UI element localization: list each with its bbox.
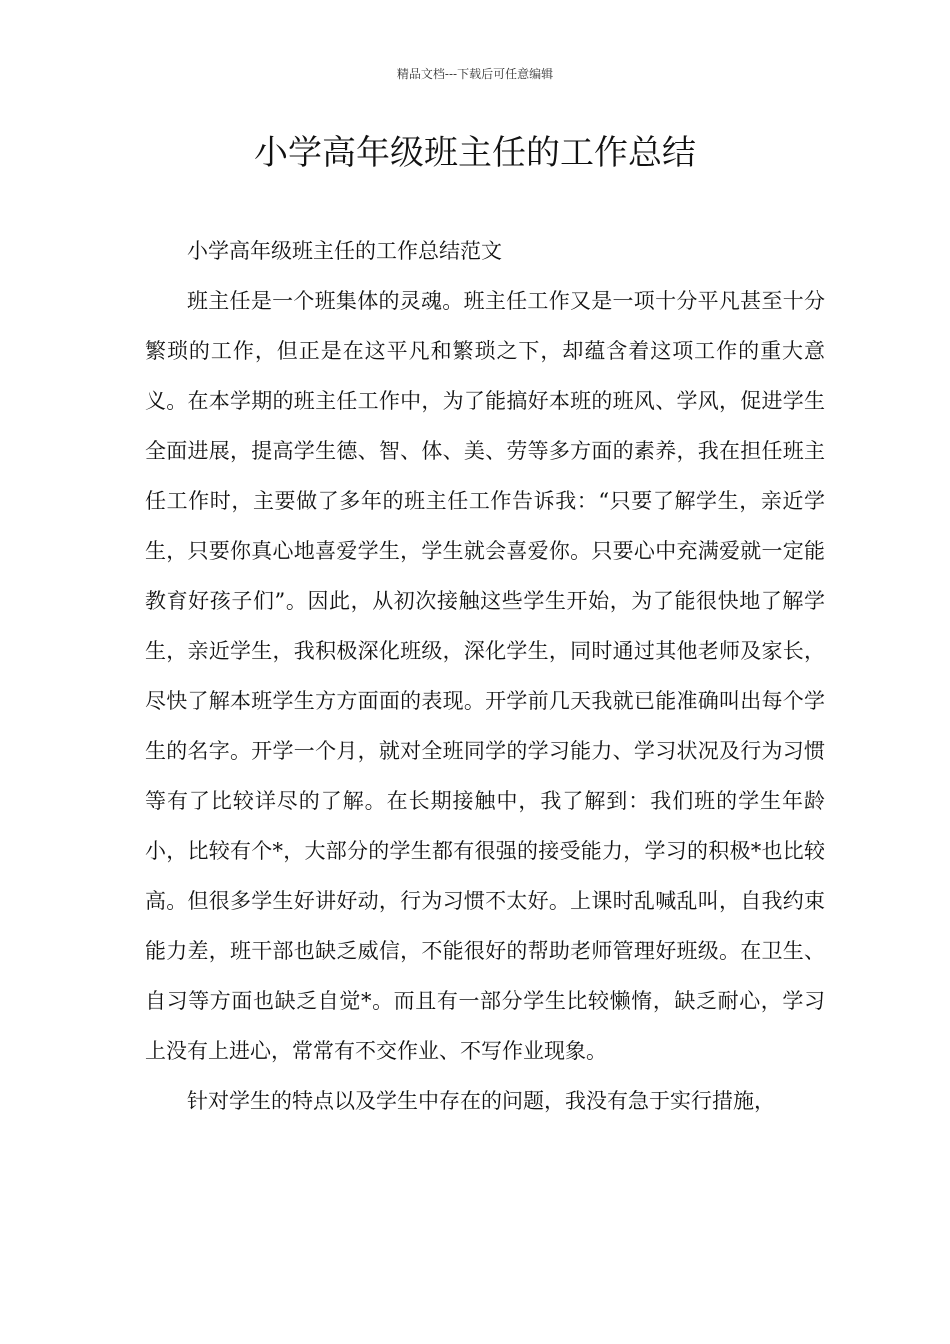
paragraph-subtitle: 小学高年级班主任的工作总结范文 xyxy=(187,239,502,263)
document-body xyxy=(145,226,825,1126)
paragraph: 班主任是一个班集体的灵魂。班主任工作又是一项十分平凡甚至十分繁琐的工作，但正是在这平凡和繁琐之下，却蕴含着这项工作的重大意义。在本学期的班主任工作中，为了能搞好本班的班风、学风，促进学生全面进展，提高学生德、智、体、美、劳等多方面的素养，我在担任班主任工作时，主要做了多年的班主任工作告诉我：“只要了解学生，亲近学生，只要你真心地喜爱学生，学生就会喜爱你。只要心中充满爱就一定能教育好孩子们”。因此，从初次接触这些学生开始，为了能很快地了解学生，亲近学生，我积极深化班级，深化学生，同时通过其他老师及家长，尽快了解本班学生方方面面的表现。开学前几天我就已能准确叫出每个学生的名字。开学一个月，就对全班同学的学习能力、学习状况及行为习惯等有了比较详尽的了解。在长期接触中，我了解到：我们班的学生年龄小，比较有个*，大部分的学生都有很强的接受能力，学习的积极*也比较高。但很多学生好讲好动，行为习惯不太好。上课时乱喊乱叫，自我约束能力差，班干部也缺乏威信，不能很好的帮助老师管理好班级。在卫生、自习等方面也缺乏自觉*。而且有一部分学生比较懒惰，缺乏耐心，学习上没有上进心，常常有不交作业、不写作业现象。 xyxy=(145,289,825,1063)
document-title: 小学高年级班主任的工作总结 xyxy=(254,133,696,173)
header-note: 精品文档---下载后可任意编辑 xyxy=(396,67,554,81)
paragraph: 针对学生的特点以及学生中存在的问题，我没有急于实行措施， xyxy=(187,1089,775,1113)
